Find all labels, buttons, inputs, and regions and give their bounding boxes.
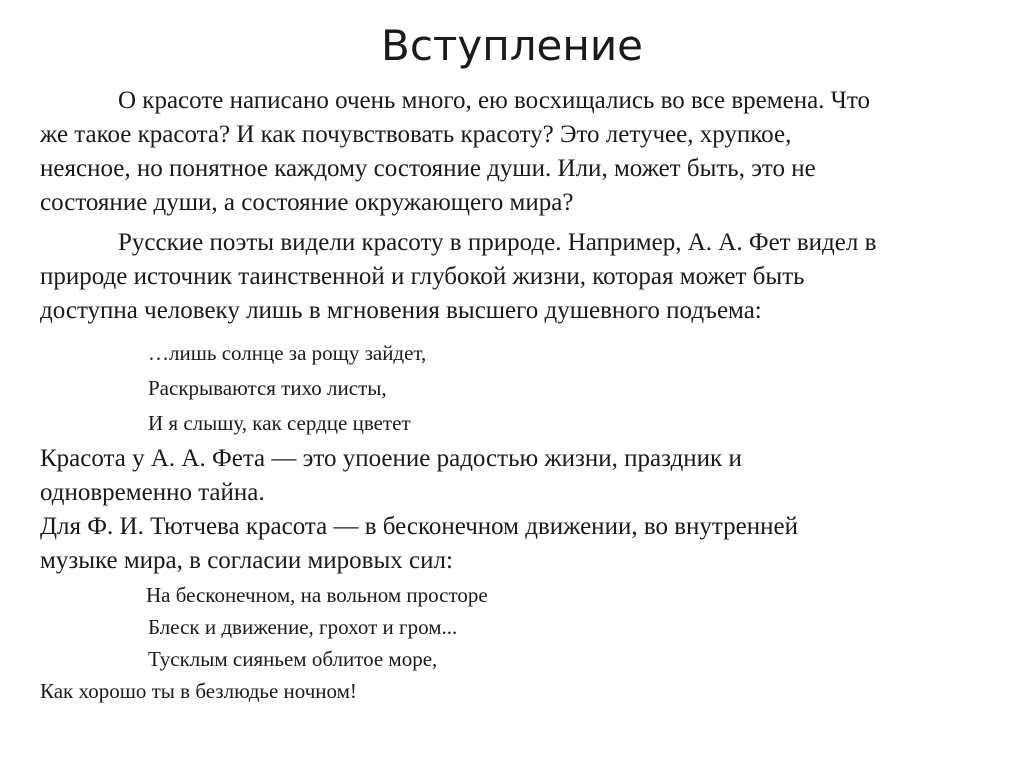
paragraph-3-line-2: одновременно тайна. [40,479,265,506]
paragraph-2-line-3: доступна человеку лишь в мгновения высшего душевного подъема: [40,297,762,324]
poem-2-line-1: На бесконечном, на вольном просторе [146,583,488,607]
paragraph-1-line-1: О красоте написано очень много, ею восхищались во все времена. Что [118,87,871,114]
paragraph-1-line-4: состояние души, а состояние окружающего мира? [40,189,574,216]
poem-1-line-1: …лишь солнце за рощу зайдет, [148,341,427,365]
paragraph-2-line-2: природе источник таинственной и глубокой жизни, которая может быть [40,263,805,290]
paragraph-1-line-2: же такое красота? И как почувствовать красоту? Это летучее, хрупкое, [40,121,792,148]
poem-1-line-2: Раскрываются тихо листы, [148,376,387,400]
paragraph-1-line-3: неясное, но понятное каждому состояние души. Или, может быть, это не [40,155,816,182]
paragraph-4-line-2: музыке мира, в согласии мировых сил: [40,547,453,574]
poem-1-line-3: И я слышу, как сердце цветет [148,411,411,435]
paragraph-2-line-1: Русские поэты видели красоту в природе. Например, А. А. Фет видел в [118,229,877,256]
paragraph-3-line-1: Красота у А. А. Фета — это упоение радостью жизни, праздник и [40,445,742,472]
poem-2-line-2: Блеск и движение, грохот и гром... [148,615,458,639]
slide-title: Вступление [381,21,643,70]
poem-2-line-4: Как хорошо ты в безлюдье ночном! [40,679,357,703]
paragraph-4-line-1: Для Ф. И. Тютчева красота — в бесконечном движении, во внутренней [40,513,798,540]
poem-2-line-3: Тусклым сияньем облитое море, [148,647,438,671]
